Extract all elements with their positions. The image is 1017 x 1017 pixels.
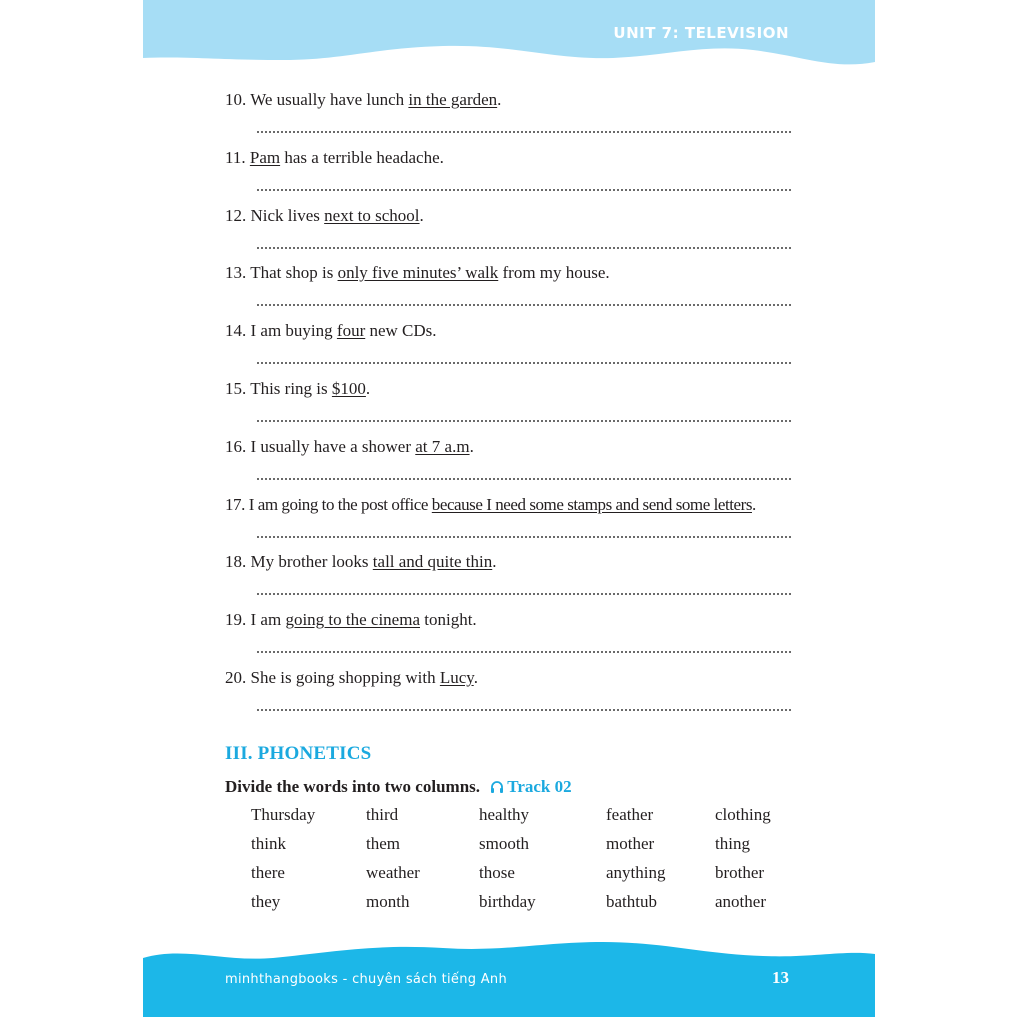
headphones-icon: [490, 780, 504, 794]
phonetics-word: them: [366, 834, 400, 853]
answer-line[interactable]: [256, 247, 791, 249]
phonetics-word: bathtub: [606, 892, 657, 911]
answer-line[interactable]: [256, 304, 791, 306]
question-10: [225, 89, 845, 111]
underlined-phrase: at 7 a.m: [415, 436, 470, 456]
question-number: 20.: [225, 668, 247, 687]
question-20: [225, 667, 845, 689]
question-text: .: [365, 379, 371, 398]
question-number: 13.: [225, 263, 247, 283]
answer-line[interactable]: [256, 593, 791, 595]
underlined-phrase: Lucy: [439, 668, 474, 687]
phonetics-word: weather: [366, 863, 420, 882]
underlined-phrase: because I need some stamps and send some letters: [431, 494, 752, 514]
question-text: She is going shopping with: [250, 668, 440, 687]
question-text: Nick lives: [250, 205, 325, 225]
question-text: .: [419, 205, 424, 225]
question-text: I usually have a shower: [250, 436, 416, 456]
question-number: 19.: [225, 610, 247, 630]
phonetics-word: clothing: [715, 805, 771, 824]
phonetics-word: anything: [606, 863, 666, 882]
question-text: .: [469, 436, 474, 456]
answer-line[interactable]: [256, 709, 791, 711]
phonetics-word: think: [251, 834, 286, 853]
phonetics-word: month: [366, 892, 410, 911]
answer-line[interactable]: [256, 651, 791, 653]
phonetics-word: birthday: [479, 892, 536, 911]
question-14: [225, 320, 845, 342]
phonetics-word: mother: [606, 834, 655, 853]
question-text: has a terrible headache.: [280, 147, 444, 167]
question-number: 10.: [225, 90, 247, 109]
answer-line[interactable]: [256, 362, 791, 364]
question-text: .: [751, 494, 756, 514]
question-text: I am: [250, 610, 286, 630]
footer-publisher: minhthangbooks - chuyên sách tiếng Anh: [225, 972, 508, 987]
answer-line[interactable]: [256, 478, 791, 480]
question-number: 17.: [225, 494, 245, 514]
underlined-phrase: next to school: [324, 205, 420, 225]
question-number: 12.: [225, 205, 247, 225]
question-16: [225, 436, 845, 458]
instruction-text: Divide the words into two columns.: [225, 777, 481, 796]
phonetics-word: smooth: [479, 834, 530, 853]
underlined-phrase: $100: [331, 379, 366, 398]
phonetics-word: healthy: [479, 805, 530, 824]
question-text: .: [497, 90, 502, 109]
answer-line[interactable]: [256, 131, 791, 133]
phonetics-word: another: [715, 892, 766, 911]
unit-title: UNIT 7: TELEVISION: [613, 24, 789, 42]
question-12: [225, 205, 845, 227]
question-text: We usually have lunch: [250, 90, 409, 109]
underlined-phrase: four: [336, 321, 366, 341]
question-17: [225, 494, 845, 516]
answer-line[interactable]: [256, 189, 791, 191]
phonetics-instruction: [225, 777, 572, 797]
underlined-phrase: in the garden: [408, 90, 498, 109]
question-19: [225, 609, 845, 631]
question-text: .: [473, 668, 478, 687]
question-number: 14.: [225, 321, 247, 341]
phonetics-word: Thursday: [251, 805, 316, 824]
underlined-phrase: tall and quite thin: [372, 552, 493, 572]
question-11: [225, 147, 845, 169]
question-number: 18.: [225, 552, 247, 572]
phonetics-word: third: [366, 805, 399, 824]
question-text: from my house.: [498, 263, 610, 283]
question-15: [225, 378, 845, 400]
underlined-phrase: Pam: [249, 147, 281, 167]
question-text: .: [492, 552, 497, 572]
phonetics-word: thing: [715, 834, 750, 853]
track-link[interactable]: [490, 777, 571, 796]
phonetics-word: there: [251, 863, 285, 882]
question-number: 16.: [225, 436, 247, 456]
answer-line[interactable]: [256, 420, 791, 422]
underlined-phrase: only five minutes’ walk: [337, 263, 499, 283]
question-18: [225, 551, 845, 573]
answer-line[interactable]: [256, 536, 791, 538]
question-text: That shop is: [250, 263, 338, 283]
phonetics-word: brother: [715, 863, 765, 882]
underlined-phrase: going to the cinema: [285, 610, 420, 630]
question-text: tonight.: [420, 610, 477, 630]
question-number: 11.: [225, 147, 246, 167]
question-text: This ring is: [250, 379, 332, 398]
book-page: [143, 0, 875, 1017]
page-number: 13: [772, 968, 789, 987]
question-text: I am going to the post office: [248, 494, 432, 514]
section-title-phonetics: III. PHONETICS: [225, 743, 372, 764]
question-text: My brother looks: [250, 552, 373, 572]
phonetics-word: feather: [606, 805, 654, 824]
question-13: [225, 262, 845, 284]
question-number: 15.: [225, 379, 247, 398]
phonetics-word: those: [479, 863, 515, 882]
question-text: I am buying: [250, 321, 337, 341]
phonetics-word: they: [251, 892, 281, 911]
question-text: new CDs.: [365, 321, 437, 341]
track-label: Track 02: [507, 777, 572, 796]
